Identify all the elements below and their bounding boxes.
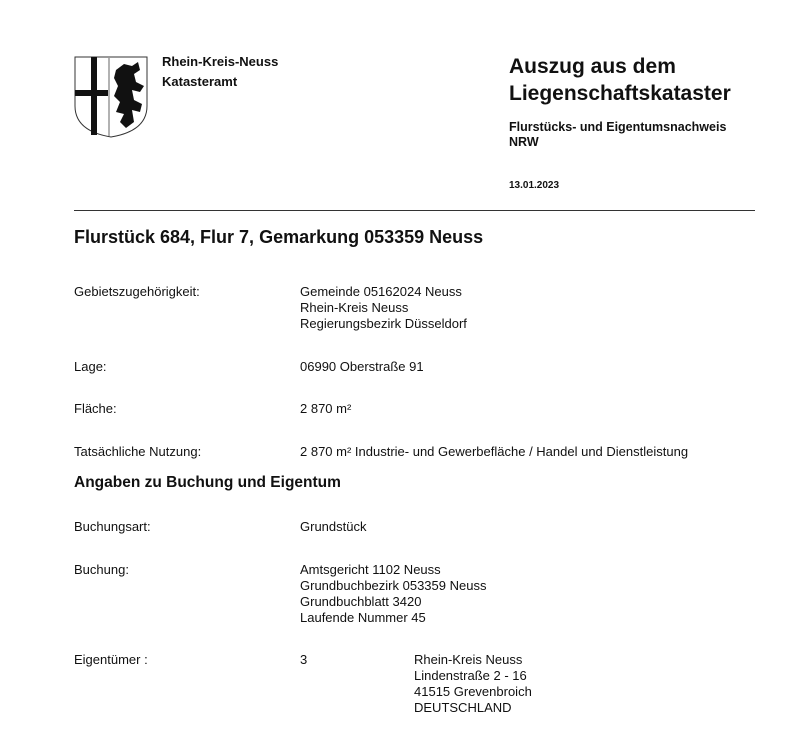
parcel-heading: Flurstück 684, Flur 7, Gemarkung 053359 Neuss bbox=[74, 227, 484, 247]
coat-of-arms-logo bbox=[74, 56, 148, 138]
field-label: Fläche: bbox=[74, 401, 117, 416]
owner-address-line: Lindenstraße 2 - 16 bbox=[414, 668, 527, 683]
field-value: Grundstück bbox=[300, 519, 367, 534]
doc-title-line1: Auszug aus dem bbox=[509, 55, 676, 78]
dept-name: Katasteramt bbox=[162, 74, 238, 89]
field-label: Tatsächliche Nutzung: bbox=[74, 444, 202, 459]
field-value: Grundbuchblatt 3420 bbox=[300, 594, 422, 609]
owner-label: Eigentümer : bbox=[74, 652, 148, 667]
doc-subtitle-line1: Flurstücks- und Eigentumsnachweis bbox=[509, 120, 727, 134]
field-label: Buchung: bbox=[74, 562, 129, 577]
doc-title-line2: Liegenschaftskataster bbox=[509, 82, 731, 105]
field-value: Rhein-Kreis Neuss bbox=[300, 300, 409, 315]
header-divider bbox=[74, 210, 755, 211]
field-value: Regierungsbezirk Düsseldorf bbox=[300, 316, 467, 331]
field-value: 06990 Oberstraße 91 bbox=[300, 359, 424, 374]
doc-subtitle-line2: NRW bbox=[509, 135, 539, 149]
field-label: Gebietszugehörigkeit: bbox=[74, 284, 200, 299]
field-label: Buchungsart: bbox=[74, 519, 151, 534]
field-value: Grundbuchbezirk 053359 Neuss bbox=[300, 578, 487, 593]
ownership-heading: Angaben zu Buchung und Eigentum bbox=[74, 474, 341, 491]
owner-address-line: DEUTSCHLAND bbox=[414, 700, 512, 715]
field-value: Gemeinde 05162024 Neuss bbox=[300, 284, 462, 299]
field-value: 2 870 m² bbox=[300, 401, 352, 416]
org-name: Rhein-Kreis-Neuss bbox=[162, 54, 279, 69]
field-value: Laufende Nummer 45 bbox=[300, 610, 426, 625]
field-value: 2 870 m² Industrie- und Gewerbefläche / Handel und Dienstleistung bbox=[300, 444, 689, 459]
owner-address-line: Rhein-Kreis Neuss bbox=[414, 652, 523, 667]
field-label: Lage: bbox=[74, 359, 107, 374]
owner-number: 3 bbox=[300, 652, 308, 667]
owner-address-line: 41515 Grevenbroich bbox=[414, 684, 532, 699]
field-value: Amtsgericht 1102 Neuss bbox=[300, 562, 441, 577]
doc-date: 13.01.2023 bbox=[509, 180, 560, 191]
